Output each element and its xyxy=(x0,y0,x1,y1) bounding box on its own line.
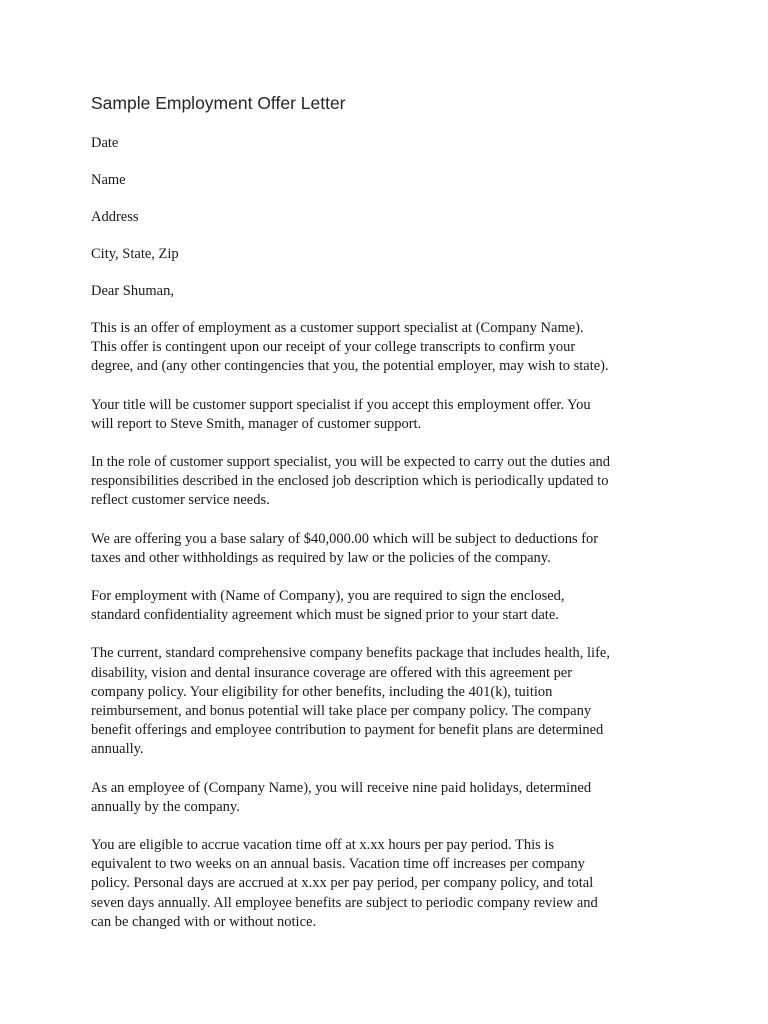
paragraph-line: annually. xyxy=(91,741,144,758)
paragraph-line: This is an offer of employment as a customer support specialist at (Company Name). xyxy=(91,320,584,336)
paragraph-line: responsibilities described in the enclosed job description which is periodically updated to xyxy=(91,473,609,490)
paragraph-line: will report to Steve Smith, manager of customer support. xyxy=(91,415,422,432)
paragraph-line: reflect customer service needs. xyxy=(91,492,270,509)
paragraph-line: In the role of customer support specialist, you will be expected to carry out the duties and xyxy=(91,454,611,471)
paragraph-offer xyxy=(91,319,691,377)
paragraph-line: reimbursement, and bonus potential will take place per company policy. The company xyxy=(91,703,592,720)
paragraph-line: disability, vision and dental insurance coverage are offered with this agreement per xyxy=(91,664,573,681)
salutation: Dear Shuman, xyxy=(91,283,174,299)
paragraph-line: can be changed with or without notice. xyxy=(91,913,317,930)
paragraph-line: The current, standard comprehensive company benefits package that includes health, life, xyxy=(91,645,610,662)
document-title: Sample Employment Offer Letter xyxy=(91,93,346,113)
paragraph-holidays xyxy=(91,779,691,817)
paragraph-line: As an employee of (Company Name), you will receive nine paid holidays, determined xyxy=(91,779,592,796)
city-state-zip-line: City, State, Zip xyxy=(91,246,179,262)
paragraph-line: company policy. Your eligibility for other benefits, including the 401(k), tuition xyxy=(91,683,553,700)
date-line: Date xyxy=(91,135,119,151)
paragraph-line: You are eligible to accrue vacation time off at x.xx hours per pay period. This is xyxy=(91,837,555,854)
paragraph-line: policy. Personal days are accrued at x.xx per pay period, per company policy, and total xyxy=(91,875,594,892)
paragraph-confidentiality xyxy=(91,587,691,625)
paragraph-line: benefit offerings and employee contribution to payment for benefit plans are determined xyxy=(91,722,604,739)
paragraph-line: standard confidentiality agreement which must be signed prior to your start date. xyxy=(91,607,559,624)
letter-page xyxy=(91,92,691,951)
paragraph-benefits xyxy=(91,644,691,759)
paragraph-line: taxes and other withholdings as required by law or the policies of the company. xyxy=(91,549,551,566)
paragraph-line: annually by the company. xyxy=(91,798,240,815)
paragraph-title xyxy=(91,396,691,434)
paragraph-line: seven days annually. All employee benefits are subject to periodic company review and xyxy=(91,894,598,911)
paragraph-salary xyxy=(91,530,691,568)
address-line: Address xyxy=(91,209,139,225)
paragraph-vacation xyxy=(91,836,691,932)
paragraph-line: This offer is contingent upon our receipt of your college transcripts to confirm your xyxy=(91,339,576,356)
paragraph-line: We are offering you a base salary of $40,000.00 which will be subject to deductions for xyxy=(91,530,599,547)
paragraph-line: degree, and (any other contingencies that you, the potential employer, may wish to state). xyxy=(91,358,609,375)
paragraph-line: For employment with (Name of Company), you are required to sign the enclosed, xyxy=(91,588,565,605)
paragraph-line: Your title will be customer support specialist if you accept this employment offer. You xyxy=(91,396,591,413)
paragraph-role xyxy=(91,453,691,511)
name-line: Name xyxy=(91,172,126,188)
paragraph-line: equivalent to two weeks on an annual basis. Vacation time off increases per company xyxy=(91,856,585,873)
